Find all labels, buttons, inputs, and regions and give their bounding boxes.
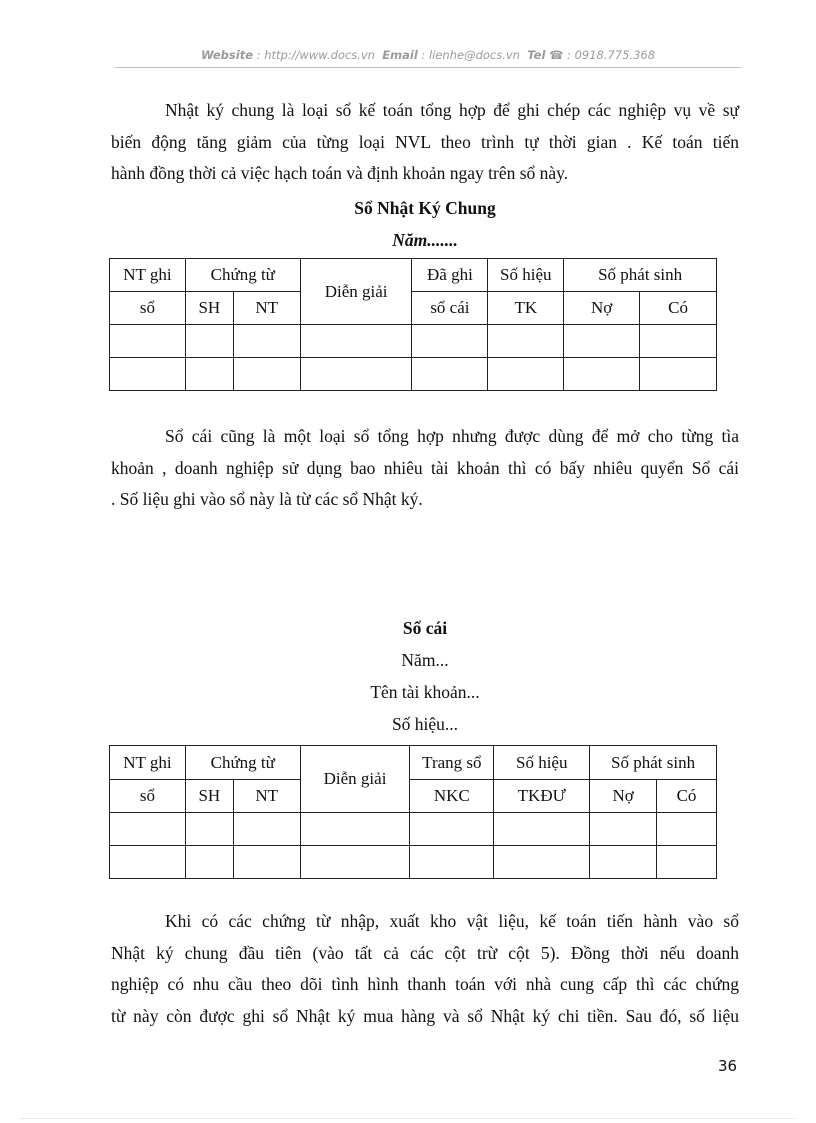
paragraph-journal-intro: [111, 95, 739, 190]
header-cell: SH: [185, 292, 233, 325]
header-cell: Số hiệu: [488, 259, 564, 292]
paragraph-line: khoản , doanh nghiệp sử dụng bao nhiêu tài khoản thì có bấy nhiêu quyển Sổ cái: [111, 457, 739, 478]
paragraph-line: Nhật ký chung là loại sổ kế toán tổng hợp để ghi chép các nghiệp vụ về sự: [165, 100, 739, 120]
header-cell: Diễn giải: [300, 259, 412, 325]
email-label: Email: [382, 48, 418, 62]
website-url[interactable]: : http://www.docs.vn: [256, 48, 375, 62]
header-cell: NT ghi: [110, 259, 186, 292]
ledger-title: Sổ cái: [402, 618, 448, 638]
paragraph-line: Nhật ký chung đầu tiên (vào tất cả các cột trừ cột 5). Đồng thời nếu doanh: [111, 942, 739, 963]
header-cell: Số hiệu: [494, 746, 590, 780]
table-row: [110, 813, 717, 846]
header-cell: NT: [233, 780, 300, 813]
header-cell: Trang sổ: [410, 746, 494, 780]
paragraph-line: hành đồng thời cả việc hạch toán và định khoản ngay trên sổ này.: [111, 163, 569, 183]
header-cell: SH: [185, 780, 233, 813]
header-cell: Nợ: [564, 292, 640, 325]
journal-table: [109, 258, 717, 391]
journal-year: Năm.......: [392, 230, 458, 250]
email-address[interactable]: : lienhe@docs.vn: [421, 48, 520, 62]
ledger-table: [109, 745, 717, 879]
paragraph-line: . Số liệu ghi vào sổ này là từ các sổ Nhật ký.: [111, 489, 423, 509]
header-cell: NKC: [410, 780, 494, 813]
paragraph-line: từ này còn được ghi sổ Nhật ký mua hàng và sổ Nhật ký chi tiền. Sau đó, số liệu: [111, 1005, 739, 1026]
header-cell: Đã ghi: [412, 259, 488, 292]
header-cell: sổ cái: [412, 292, 488, 325]
header-divider: [115, 67, 741, 68]
header-cell: NT: [233, 292, 300, 325]
table-row: [110, 846, 717, 879]
header-cell: Chứng từ: [185, 746, 300, 780]
header-cell: sổ: [110, 780, 186, 813]
header-cell: Chứng từ: [185, 259, 300, 292]
paragraph-line: Khi có các chứng từ nhập, xuất kho vật liệu, kế toán tiến hành vào sổ: [165, 911, 739, 931]
paragraph-ledger-intro: [111, 421, 739, 516]
paragraph-line: Sổ cái cũng là một loại sổ tổng hợp nhưng được dùng để mở cho từng tìa: [165, 426, 739, 446]
header-cell: Số phát sinh: [564, 259, 717, 292]
header-cell: Có: [657, 780, 717, 813]
header-cell: sổ: [110, 292, 186, 325]
header-cell: Có: [640, 292, 717, 325]
header-cell: Nợ: [590, 780, 657, 813]
header-cell: Diễn giải: [300, 746, 410, 813]
table-row: [110, 358, 717, 391]
journal-title: Sổ Nhật Ký Chung: [354, 198, 496, 218]
ledger-account-number: Số hiệu...: [391, 714, 459, 734]
website-label: Website: [200, 48, 254, 62]
header-cell: TKĐƯ: [494, 780, 590, 813]
header-cell: NT ghi: [110, 746, 186, 780]
ledger-account-name: Tên tài khoản...: [370, 682, 480, 702]
paragraph-line: nghiệp có nhu cầu theo dõi tình hình thanh toán với nhà cung cấp thì các chứng: [111, 974, 739, 994]
paragraph-line: biến động tăng giảm của từng loại NVL theo trình tự thời gian . Kế toán tiến: [111, 131, 739, 152]
tel-number: ☎ : 0918.775.368: [549, 48, 656, 62]
page-number: 36: [718, 1057, 738, 1075]
table-row: [110, 325, 717, 358]
tel-label: Tel: [527, 48, 546, 62]
paragraph-posting-process: [111, 906, 739, 1032]
header-cell: TK: [488, 292, 564, 325]
ledger-year: Năm...: [401, 650, 449, 670]
header-cell: Số phát sinh: [590, 746, 717, 780]
page-header: [115, 48, 741, 62]
footer-divider: [20, 1118, 796, 1119]
